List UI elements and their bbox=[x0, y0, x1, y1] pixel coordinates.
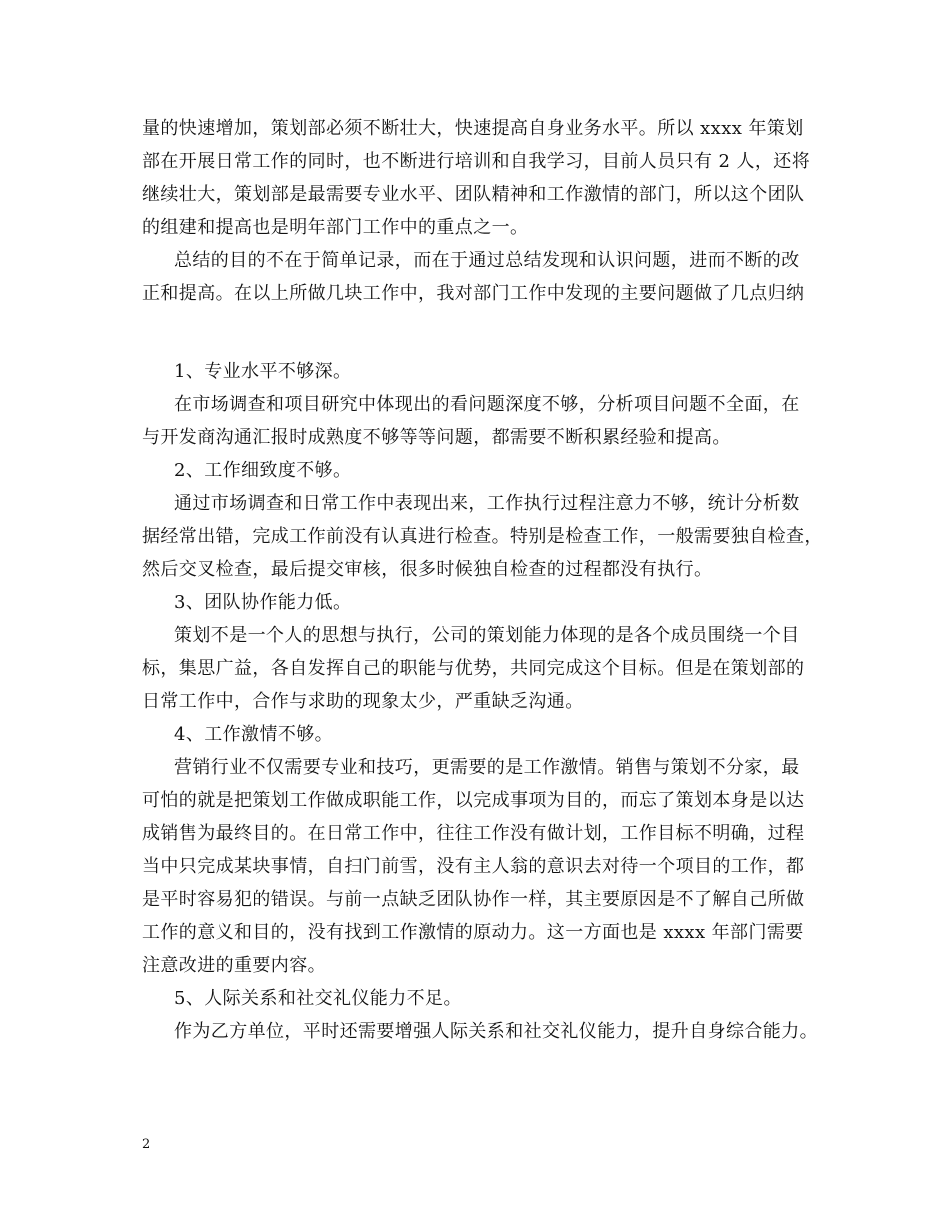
paragraph-gap bbox=[142, 310, 812, 355]
text-line: 与开发商沟通汇报时成熟度不够等等问题，都需要不断积累经验和提高。 bbox=[142, 427, 731, 448]
text-line: 作为乙方单位，平时还需要增强人际关系和社交礼仪能力，提升自身综合能力。 bbox=[174, 1021, 818, 1042]
text-line: 3、团队协作能力低。 bbox=[174, 592, 352, 613]
text-line: 量的快速增加，策划部必须不断壮大，快速提高自身业务水平。所以 xxxx 年策划 bbox=[142, 118, 804, 139]
text-line: 部在开展日常工作的同时，也不断进行培训和自我学习，目前人员只有 2 人，还将 bbox=[142, 151, 811, 172]
text-line: 标，集思广益，各自发挥自己的职能与优势，共同完成这个目标。但是在策划部的 bbox=[142, 658, 805, 679]
text-line: 可怕的就是把策划工作做成职能工作，以完成事项为目的，而忘了策划本身是以达 bbox=[142, 790, 805, 811]
text-line: 注意改进的重要内容。 bbox=[142, 955, 326, 976]
text-line: 策划不是一个人的思想与执行，公司的策划能力体现的是各个成员围绕一个目 bbox=[174, 625, 800, 646]
text-line: 2、工作细致度不够。 bbox=[174, 460, 352, 481]
text-line: 当中只完成某块事情，自扫门前雪，没有主人翁的意识去对待一个项目的工作，都 bbox=[142, 856, 805, 877]
text-line: 日常工作中，合作与求助的现象太少，严重缺乏沟通。 bbox=[142, 691, 584, 712]
text-line: 总结的目的不在于简单记录，而在于通过总结发现和认识问题，进而不断的改 bbox=[174, 250, 800, 271]
page-number: 2 bbox=[142, 1137, 151, 1152]
text-line: 成销售为最终目的。在日常工作中，往往工作没有做计划，工作目标不明确，过程 bbox=[142, 823, 805, 844]
text-line: 据经常出错，完成工作前没有认真进行检查。特别是检查工作，一般需要独自检查， bbox=[142, 526, 823, 547]
text-line: 是平时容易犯的错误。与前一点缺乏团队协作一样，其主要原因是不了解自己所做 bbox=[142, 889, 805, 910]
text-line: 5、人际关系和社交礼仪能力不足。 bbox=[174, 988, 462, 1009]
text-line: 通过市场调查和日常工作中表现出来，工作执行过程注意力不够，统计分析数 bbox=[174, 493, 800, 514]
text-line: 1、专业水平不够深。 bbox=[174, 361, 352, 382]
text-line: 的组建和提高也是明年部门工作中的重点之一。 bbox=[142, 217, 529, 238]
document-body bbox=[142, 112, 823, 1048]
text-line: 营销行业不仅需要专业和技巧，更需要的是工作激情。销售与策划不分家，最 bbox=[174, 757, 800, 778]
text-line: 4、工作激情不够。 bbox=[174, 724, 334, 745]
text-line: 工作的意义和目的，没有找到工作激情的原动力。这一方面也是 xxxx 年部门需要 bbox=[142, 922, 804, 943]
text-line: 继续壮大，策划部是最需要专业水平、团队精神和工作激情的部门，所以这个团队 bbox=[142, 184, 805, 205]
text-line: 在市场调查和项目研究中体现出的看问题深度不够，分析项目问题不全面，在 bbox=[174, 394, 800, 415]
text-line: 正和提高。在以上所做几块工作中，我对部门工作中发现的主要问题做了几点归纳 bbox=[142, 283, 805, 304]
text-line: 然后交叉检查，最后提交审核，很多时候独自检查的过程都没有执行。 bbox=[142, 559, 713, 580]
